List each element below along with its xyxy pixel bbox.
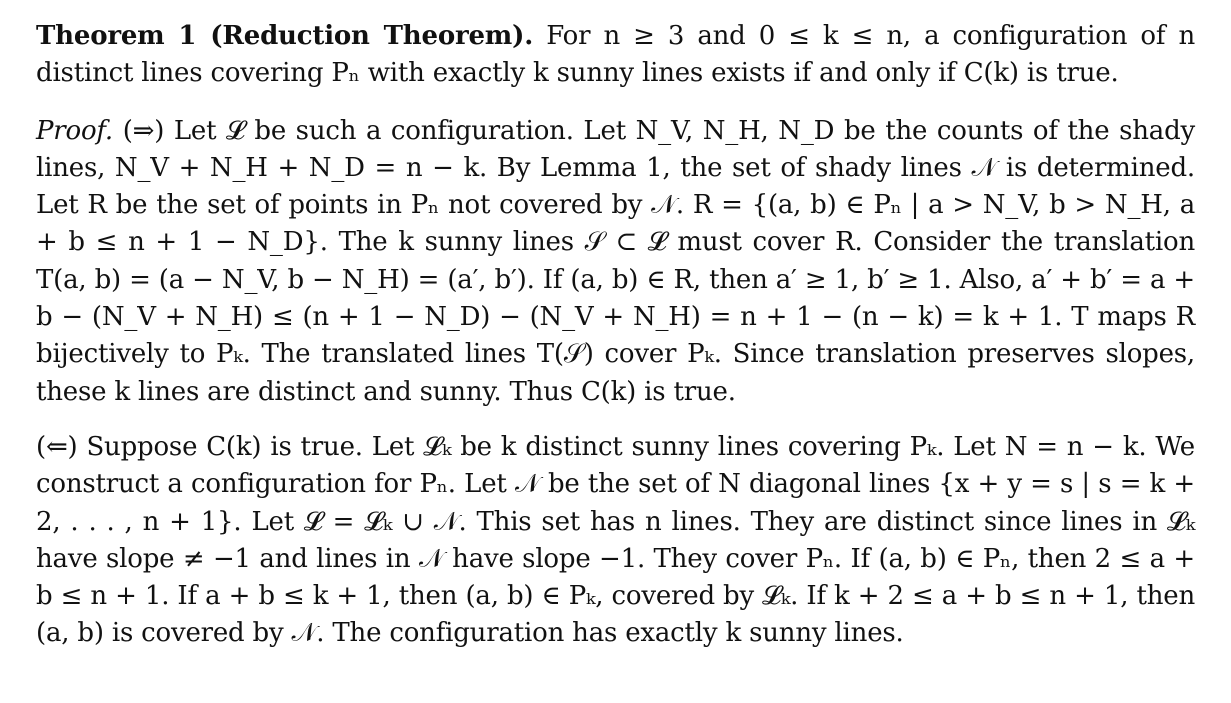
theorem-paragraph <box>36 18 1195 93</box>
proof-label: Proof. <box>36 115 113 146</box>
theorem-statement: For n ≥ 3 and 0 ≤ k ≤ n, a configuration of n distinct lines covering Pₙ with exactly k sunny lines exists if and only if C(k) is true. <box>36 21 1195 89</box>
proof-backward-paragraph <box>36 429 1195 653</box>
theorem-label: Theorem 1 (Reduction Theorem). <box>36 21 534 51</box>
proof-backward-text: (⇐) Suppose C(k) is true. Let 𝓛ₖ be k distinct sunny lines covering Pₖ. Let N = n − k. We construct a configuration for Pₙ. Let 𝒩 be the set of N diagonal lines {x + y = s | s = k + 2, . . . , n + 1}. Let 𝓛 = 𝓛ₖ ∪ 𝒩. This set has n lines. They are distinct since lines in 𝓛ₖ have slope ≠ −1 and lines in 𝒩 have slope −1. They cover Pₙ. If (a, b) ∈ Pₙ, then 2 ≤ a + b ≤ n + 1. If a + b ≤ k + 1, then (a, b) ∈ Pₖ, covered by 𝓛ₖ. If k + 2 ≤ a + b ≤ n + 1, then (a, b) is covered by 𝒩. The configuration has exactly k sunny lines. <box>36 431 1195 649</box>
proof-forward-paragraph <box>36 113 1195 411</box>
proof-forward-text: (⇒) Let 𝓛 be such a configuration. Let N_V, N_H, N_D be the counts of the shady lines, N_V + N_H + N_D = n − k. By Lemma 1, the set of shady lines 𝒩 is determined. Let R be the set of points in Pₙ not covered by 𝒩. R = {(a, b) ∈ Pₙ | a > N_V, b > N_H, a + b ≤ n + 1 − N_D}. The k sunny lines 𝒮 ⊂ 𝓛 must cover R. Consider the translation T(a, b) = (a − N_V, b − N_H) = (a′, b′). If (a, b) ∈ R, then a′ ≥ 1, b′ ≥ 1. Also, a′ + b′ = a + b − (N_V + N_H) ≤ (n + 1 − N_D) − (N_V + N_H) = n + 1 − (n − k) = k + 1. T maps R bijectively to Pₖ. The translated lines T(𝒮) cover Pₖ. Since translation preserves slopes, these k lines are distinct and sunny. Thus C(k) is true. <box>36 115 1196 407</box>
